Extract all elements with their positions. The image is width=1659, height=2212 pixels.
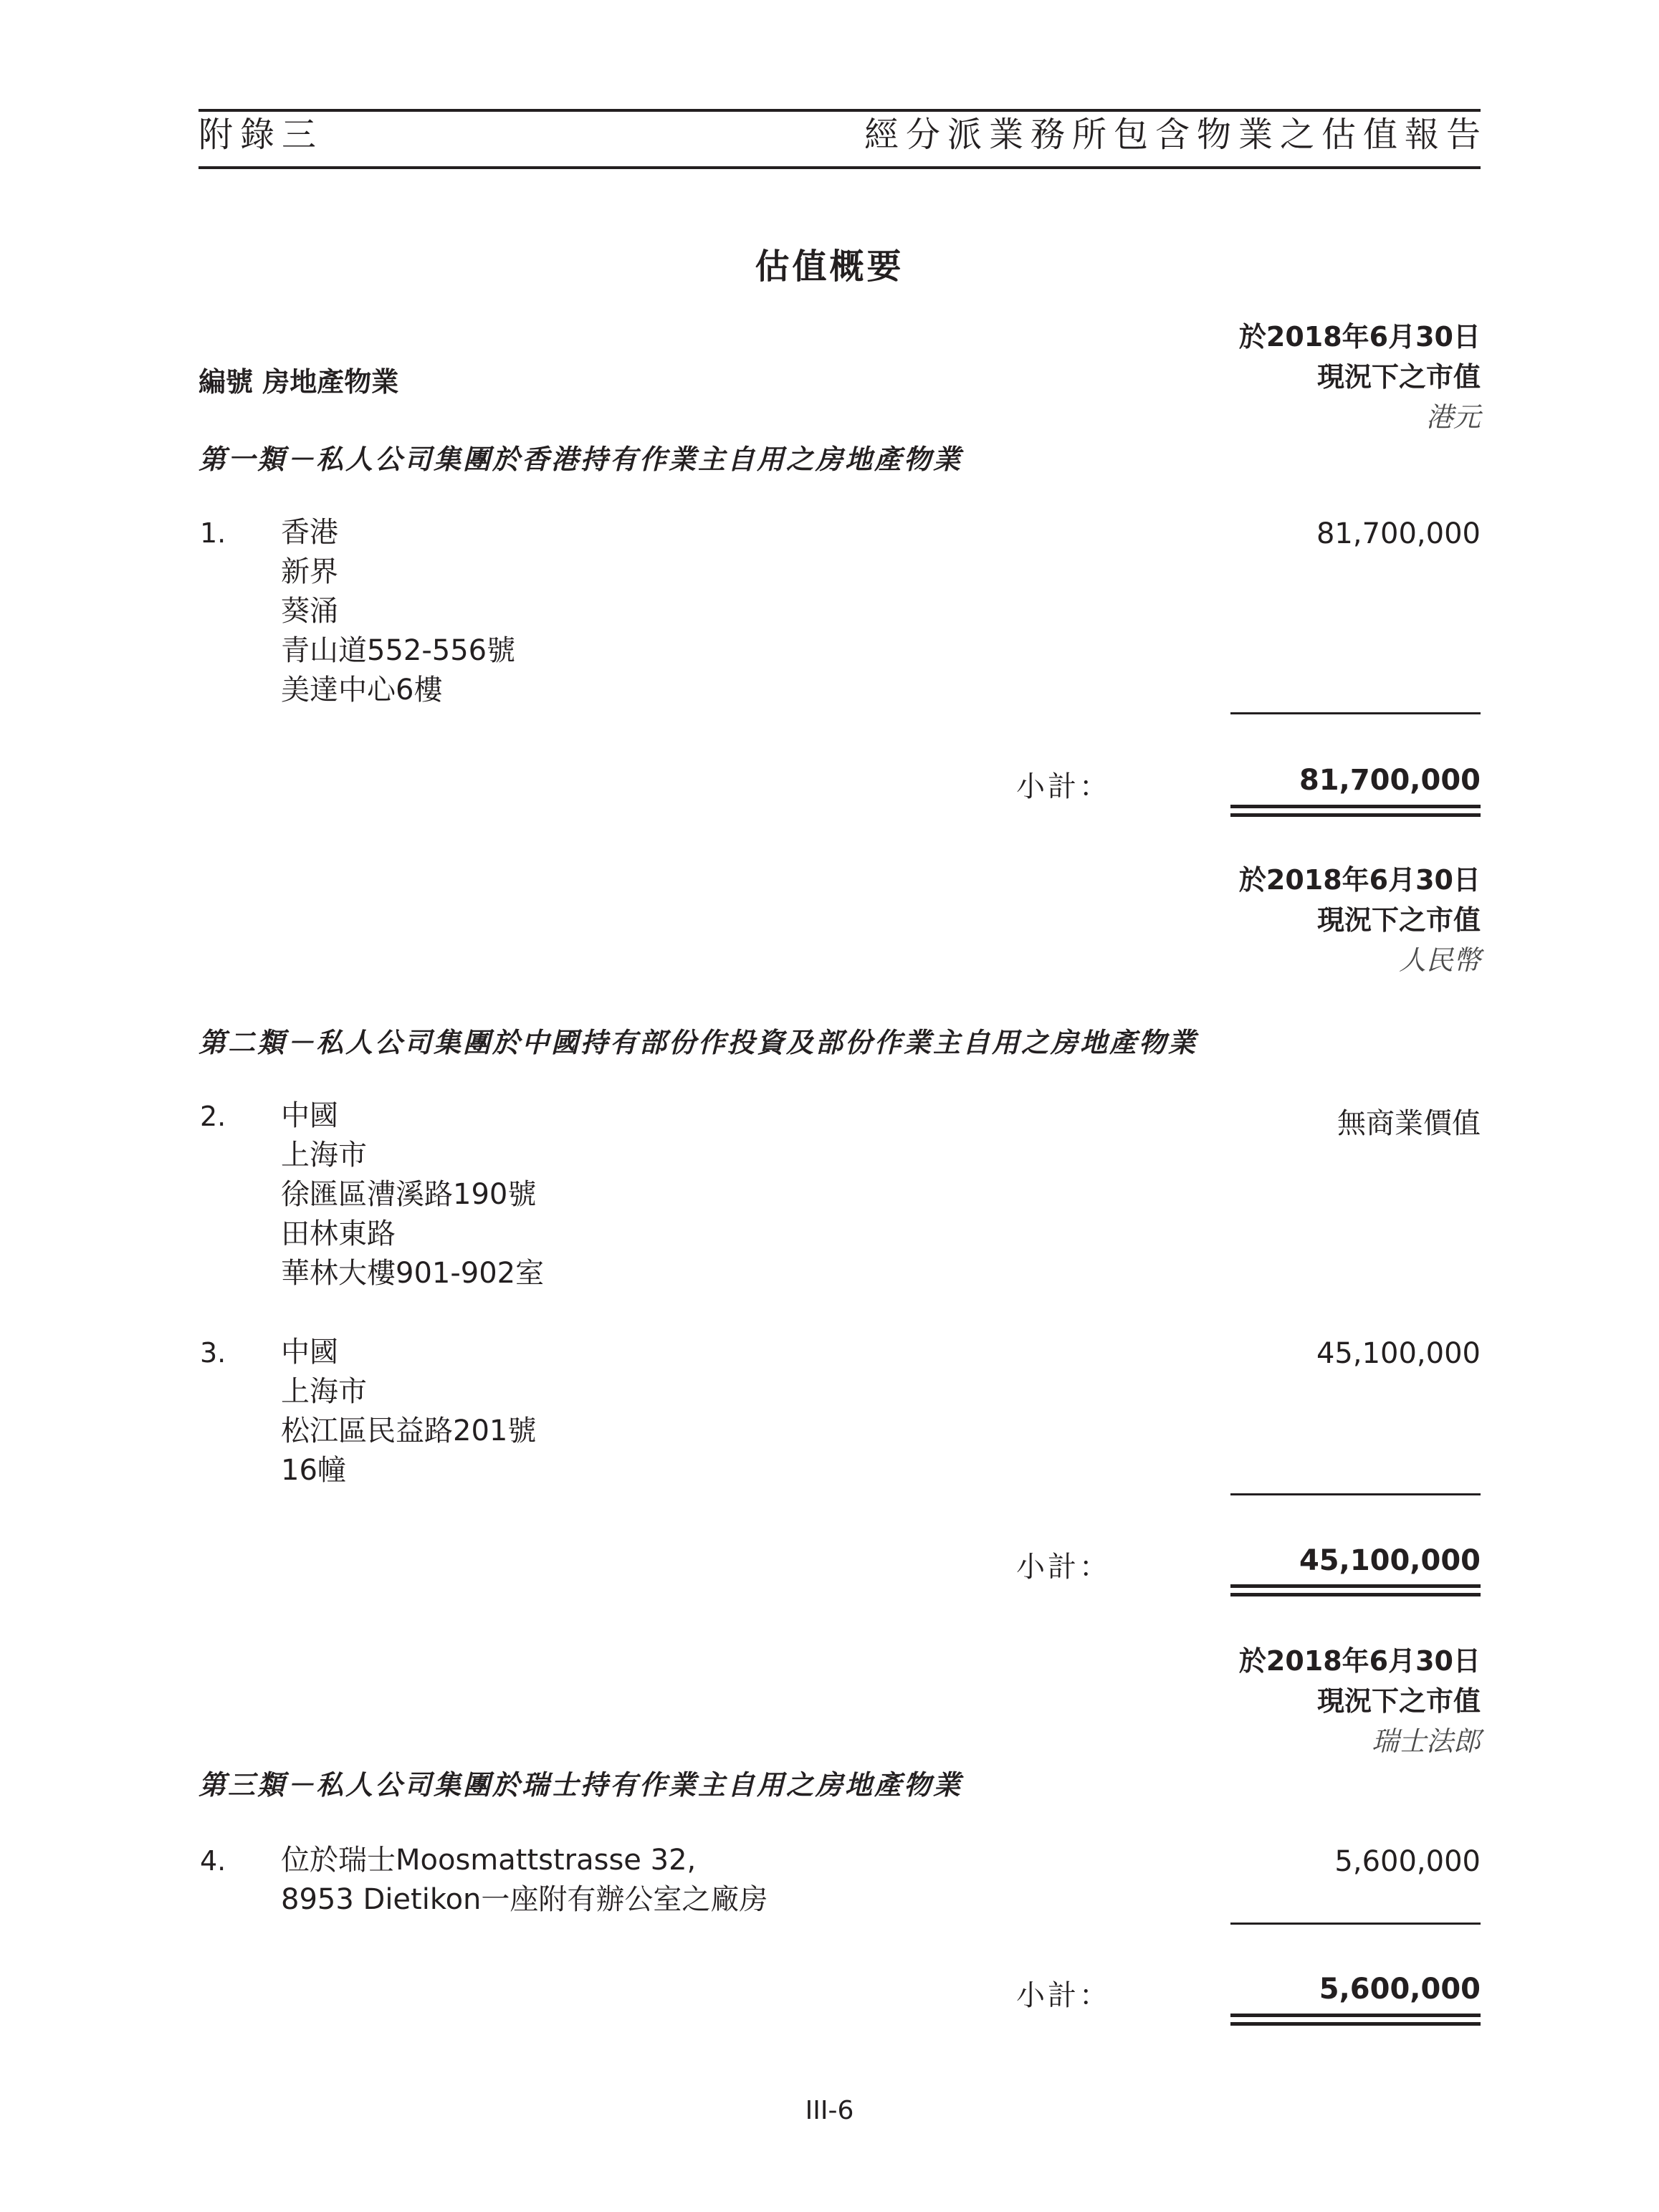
number-property-column-head: 編號 房地產物業 bbox=[199, 366, 399, 398]
double-rule-top bbox=[1230, 1584, 1481, 1588]
valuation-currency: 港元 bbox=[1425, 401, 1481, 433]
valuation-column-head bbox=[1239, 317, 1481, 437]
page-title: 估值概要 bbox=[755, 246, 904, 287]
double-rule-bottom bbox=[1230, 2022, 1481, 2026]
double-rule-bottom bbox=[1230, 1593, 1481, 1596]
property-value: 無商業價值 bbox=[1337, 1107, 1481, 1140]
item-number: 2. bbox=[200, 1101, 226, 1132]
address-line: 8953 Dietikon一座附有辦公室之廠房 bbox=[281, 1883, 768, 1916]
valuation-date: 於2018年6月30日 bbox=[1238, 1645, 1481, 1677]
property-address bbox=[281, 1841, 768, 1920]
subtotal-value: 5,600,000 bbox=[1319, 1973, 1481, 2006]
valuation-basis: 現況下之市值 bbox=[1316, 361, 1481, 393]
category-heading: 第一類－私人公司集團於香港持有作業主自用之房地產物業 bbox=[199, 444, 963, 475]
header-top-rule bbox=[199, 109, 1481, 112]
item-number: 3. bbox=[200, 1337, 226, 1369]
subtotal-label: 小計： bbox=[1016, 1979, 1111, 2012]
address-line: 青山道552-556號 bbox=[281, 634, 516, 667]
property-address bbox=[281, 1096, 544, 1293]
subtotal-value: 81,700,000 bbox=[1299, 764, 1481, 797]
report-title-header: 經分派業務所包含物業之估值報告 bbox=[864, 115, 1488, 155]
property-address bbox=[281, 1333, 536, 1490]
address-line: 松江區民益路201號 bbox=[281, 1414, 537, 1447]
address-line: 上海市 bbox=[281, 1375, 367, 1408]
address-line: 16幢 bbox=[281, 1454, 346, 1487]
subtotal-label: 小計： bbox=[1016, 1551, 1111, 1584]
double-rule-bottom bbox=[1230, 813, 1481, 817]
valuation-basis: 現況下之市值 bbox=[1316, 1685, 1481, 1717]
appendix-label: 附錄三 bbox=[199, 115, 324, 155]
subtotal-value: 45,100,000 bbox=[1299, 1544, 1481, 1577]
property-address bbox=[281, 513, 515, 710]
double-rule-top bbox=[1230, 805, 1481, 808]
address-line: 上海市 bbox=[281, 1139, 367, 1172]
valuation-date: 於2018年6月30日 bbox=[1238, 321, 1481, 353]
category-heading: 第三類－私人公司集團於瑞士持有作業主自用之房地產物業 bbox=[199, 1769, 963, 1801]
value-rule bbox=[1230, 712, 1481, 714]
valuation-basis: 現況下之市值 bbox=[1316, 904, 1481, 936]
double-rule-top bbox=[1230, 2014, 1481, 2017]
header-bottom-rule bbox=[199, 166, 1481, 169]
address-line: 位於瑞士Moosmattstrasse 32, bbox=[281, 1844, 697, 1877]
address-line: 葵涌 bbox=[281, 595, 338, 628]
address-line: 中國 bbox=[281, 1336, 338, 1369]
page-number: III-6 bbox=[805, 2096, 854, 2125]
address-line: 中國 bbox=[281, 1099, 338, 1132]
property-value: 5,600,000 bbox=[1334, 1845, 1481, 1878]
address-line: 田林東路 bbox=[281, 1217, 396, 1250]
category-heading: 第二類－私人公司集團於中國持有部份作投資及部份作業主自用之房地產物業 bbox=[199, 1027, 1198, 1058]
valuation-currency: 人民幣 bbox=[1398, 944, 1481, 976]
item-number: 1. bbox=[200, 517, 226, 549]
value-rule bbox=[1230, 1493, 1481, 1495]
valuation-column-head bbox=[1239, 1641, 1481, 1761]
subtotal-label: 小計： bbox=[1016, 770, 1111, 803]
address-line: 新界 bbox=[281, 555, 338, 588]
valuation-currency: 瑞士法郎 bbox=[1371, 1725, 1481, 1757]
address-line: 徐匯區漕溪路190號 bbox=[281, 1178, 537, 1211]
value-rule bbox=[1230, 1923, 1481, 1925]
property-value: 45,100,000 bbox=[1316, 1337, 1481, 1370]
item-number: 4. bbox=[200, 1845, 226, 1877]
valuation-column-head bbox=[1239, 860, 1481, 980]
address-line: 美達中心6樓 bbox=[281, 674, 443, 707]
valuation-date: 於2018年6月30日 bbox=[1238, 864, 1481, 896]
property-value: 81,700,000 bbox=[1316, 517, 1481, 550]
address-line: 華林大樓901-902室 bbox=[281, 1257, 545, 1290]
address-line: 香港 bbox=[281, 516, 338, 549]
